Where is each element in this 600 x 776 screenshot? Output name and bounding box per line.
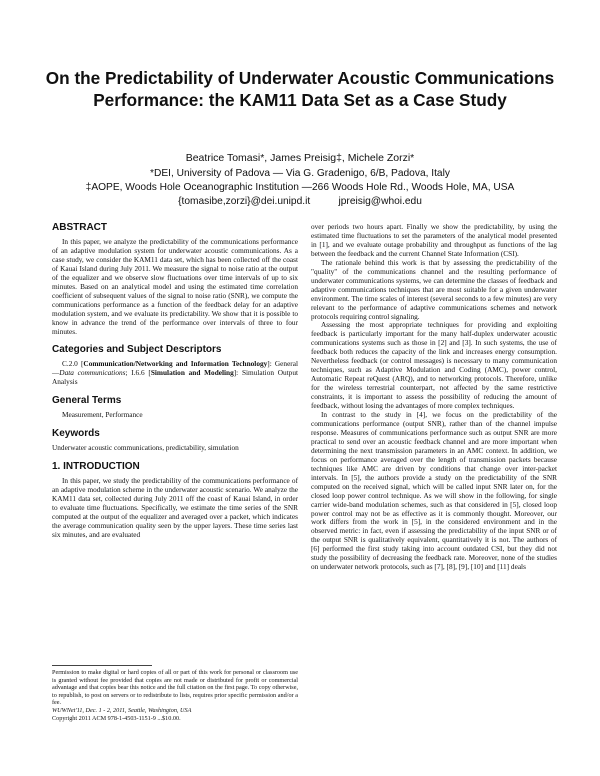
introduction-section bbox=[52, 461, 298, 540]
author-block bbox=[40, 151, 560, 209]
footnote-venue: WUWNet'11, Dec. 1 - 2, 2011, Seattle, Washington, USA bbox=[52, 706, 192, 714]
right-paragraph-3: Assessing the most appropriate techniques for providing and exploiting feedback is particularly important for the many half-duplex underwater acoustic communications systems such as those in [2] and [3]. In such systems, the use of feedback both reduces the capacity of the link and increases energy consumption. Nevertheless feedback (or control messages) is necessary to many communication techniques, such as Adaptive Modulation and Coding (AMC), power control, Automatic Repeat reQuest (ARQ), and to networking protocols. Therefore, unlike for the wireless terrestrial counterpart, not affected by the same restrictive constraints, it is important to assess the possibility of reducing the amount of feedback, without losing the advantages of more complex techniques. bbox=[311, 320, 557, 411]
keywords-text: Underwater acoustic communications, predictability, simulation bbox=[52, 443, 239, 453]
paper-title: On the Predictability of Underwater Acoustic Communications Performance: the KAM11 Data Set as a Case Study bbox=[45, 68, 555, 110]
categories-text: C.2.0 [Communication/Networking and Information Technology]: General—Data communications; I.6.6 [Simulation and Modeling]: Simulation Output Analysis bbox=[52, 359, 299, 387]
affiliation-1: *DEI, University of Padova — Via G. Gradenigo, 6/B, Padova, Italy bbox=[150, 168, 450, 179]
introduction-heading: 1. INTRODUCTION bbox=[52, 461, 140, 473]
abstract-heading: ABSTRACT bbox=[52, 222, 107, 233]
general-terms-section bbox=[52, 395, 298, 420]
author-emails: {tomasibe,zorzi}@dei.unipd.it jpreisig@whoi.edu bbox=[178, 196, 422, 207]
author-names: Beatrice Tomasi*, James Preisig‡, Michele Zorzi* bbox=[185, 152, 415, 164]
permission-footnote bbox=[52, 665, 298, 722]
categories-section bbox=[52, 344, 298, 387]
abstract-section bbox=[52, 222, 298, 336]
right-paragraph-2: The rationale behind this work is that by assessing the predictability of the "quality" of the communications channel and the resulting performance of underwater communications systems, we can determine the classes of feedback and adaptive communications techniques that are most suitable for a given underwater environment. The time scales of interest (several seconds to a few minutes) are very relevant to the performance of adaptive communications schemes and network protocols requiring control signaling. bbox=[311, 257, 557, 321]
right-column bbox=[311, 223, 557, 572]
keywords-section bbox=[52, 428, 298, 453]
left-column bbox=[52, 222, 298, 548]
abstract-text: In this paper, we analyze the predictability of the communications performance of an adaptive modulation system for underwater acoustic communications. As a case study, we consider the KAM11 data set, which has been collected off the coast of Kauai Island during July 2011. We measure the signal to noise ratio at the output of the equalizer and we observe slow fluctuations over time intervals of up to six minutes. Based on an analytical model and using the estimated time correlation coefficient of subsequent values of the signal to noise ratio (SNR), we compute the communications performance as a function of the feedback delay for an adaptive modulation system, and we evaluate its predictability. We show that it is possible to know in advance the trend of the performance over intervals of three to four minutes. bbox=[52, 237, 298, 336]
affiliation-2: ‡AOPE, Woods Hole Oceanographic Institution —266 Woods Hole Rd., Woods Hole, MA, USA bbox=[85, 182, 515, 193]
footnote-permission-text: Permission to make digital or hard copies of all or part of this work for personal or classroom use is granted without fee provided that copies are not made or distributed for profit or commercial advantage and that copies bear this notice and the full citation on the first page. To copy otherwise, to republish, to post on servers or to redistribute to lists, requires prior specific permission and/or a fee. bbox=[52, 669, 298, 707]
right-paragraph-4: In contrast to the study in [4], we focus on the predictability of the communications performance (output SNR), rather than of the channel impulse response. Measures of communications performance such as output SNR are more practical to send over an acoustic feedback channel and are more important when determining the next transmission parameters in an AMC context. In addition, we focus on performance averaged over the length of transmission packets because techniques like AMC are driven by conditions that change over inter-packet intervals. In [5], the authors provide a study on the predictability of the SNR computed on the received signal, which will be called input SNR later on, for the closed loop power control technique. As we will show in the following, for single carrier wide-band modulation schemes, such as that considered in [5], closed loop power control may not be as effective as it is commonly thought. Moreover, our work differs from the work in [5], in the considered environment and in the observed metric: in fact, even if assessing the predictability of the input SNR or of the output SNR is qualitatively equivalent, quantitatively it is not. The authors of [6] performed the first study taking into account outdated CSI, but they did not study the possibility of decreasing the feedback rate. Moreover, none of the studies on underwater network protocols, such as [7], [8], [9], [10] and [11] deals bbox=[311, 410, 557, 572]
footnote-rule bbox=[52, 665, 152, 666]
introduction-paragraph-1: In this paper, we study the predictability of the communications performance of an adaptive modulation scheme in the underwater acoustic scenario. We analyze the KAM11 data set, collected during July 2011 off the coast of Kauai Island, in order to evaluate time fluctuations. Specifically, we estimate the time series of the SNR computed at the output of the equalizer and averaged over a packet, which indicates the average communication quality seen by the upper layers. These time series last six minutes, and are evaluated bbox=[52, 476, 298, 539]
categories-heading: Categories and Subject Descriptors bbox=[52, 344, 222, 356]
general-terms-text: Measurement, Performance bbox=[62, 410, 143, 420]
right-paragraph-1: over periods two hours apart. Finally we show the predictability, by using the estimated time fluctuations to set the parameters of the analytical model presented in [1], and we evaluate outage probability and throughput as functions of the lag between the feedback and the current Channel State Information (CSI). bbox=[311, 222, 557, 258]
general-terms-heading: General Terms bbox=[52, 395, 122, 407]
footnote-copyright: Copyright 2011 ACM 978-1-4503-1151-9 ...$10.00. bbox=[52, 714, 181, 722]
keywords-heading: Keywords bbox=[52, 428, 100, 440]
